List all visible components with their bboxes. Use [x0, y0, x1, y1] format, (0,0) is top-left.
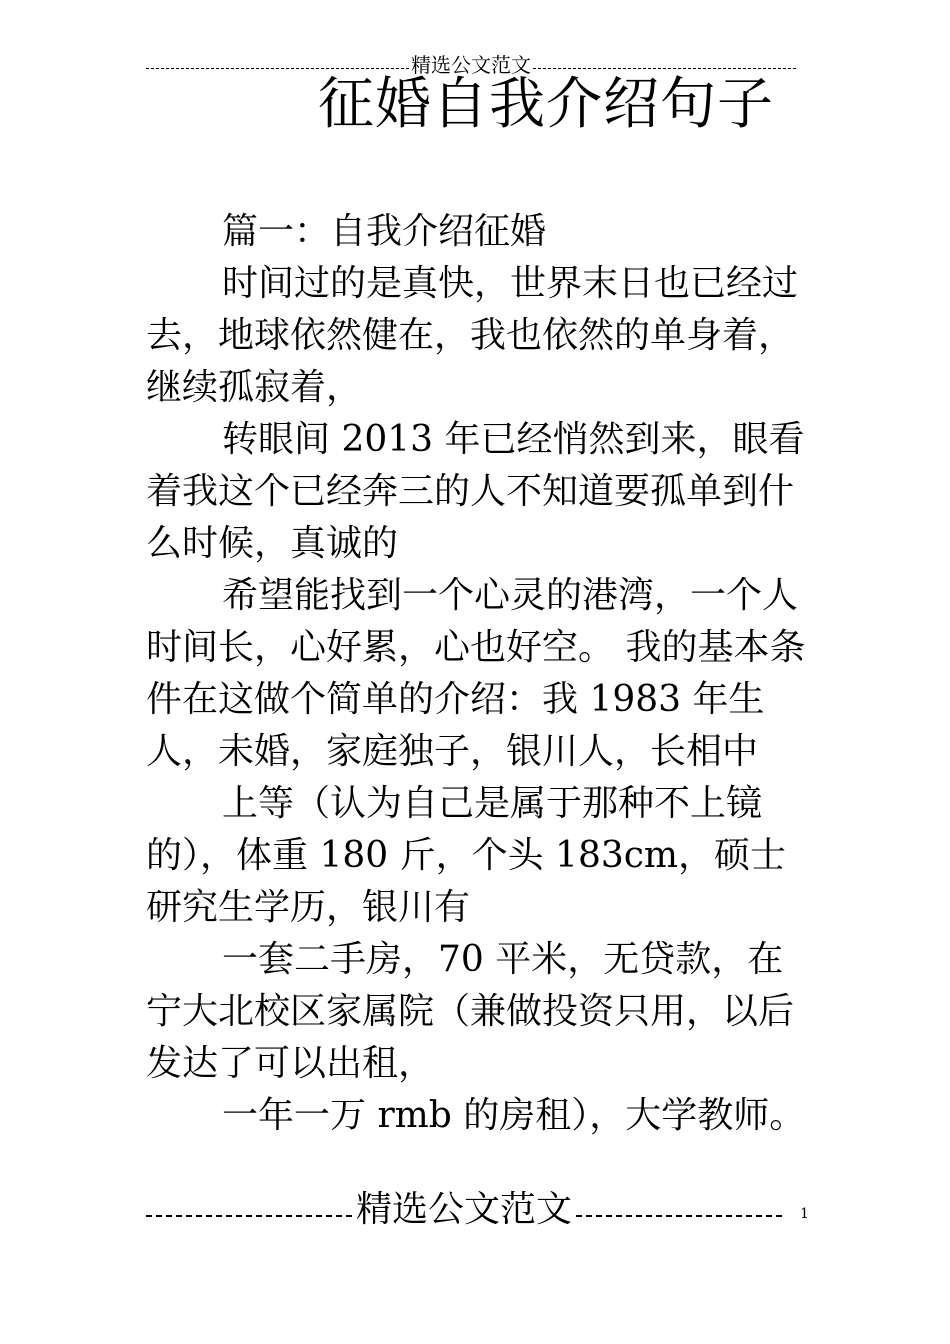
paragraph-2: 转眼间 2013 年已经悄然到来，眼看着我这个已经奔三的人不知道要孤单到什么时候，真诚的	[146, 419, 805, 564]
header-text: 精选公文范文	[411, 53, 531, 77]
paragraph-3: 希望能找到一个心灵的港湾，一个人时间长，心好累，心也好空。 我的基本条件在这做个简单的介绍：我 1983 年生人，未婚，家庭独子，银川人，长相中	[146, 575, 806, 772]
document-title: 征婚自我介绍句子	[318, 72, 774, 137]
page-number: 1	[800, 1206, 809, 1222]
footer-dash-right	[576, 1215, 782, 1217]
paragraph-4: 上等（认为自己是属于那种不上镜的），体重 180 斤，个头 183cm，硕士研究生学历，银川有	[146, 783, 787, 928]
page-footer	[146, 1186, 782, 1234]
paragraph-5: 一套二手房，70 平米，无贷款，在宁大北校区家属院（兼做投资只用，以后发达了可以出租，	[146, 939, 795, 1084]
document-body	[146, 206, 808, 1142]
paragraph-1: 时间过的是真快，世界末日也已经过去，地球依然健在，我也依然的单身着，继续孤寂着，	[146, 263, 799, 408]
header-dash-left	[146, 68, 409, 69]
header-dash-right	[533, 68, 796, 69]
footer-text: 精选公文范文	[356, 1189, 573, 1230]
section-heading: 篇一：自我介绍征婚	[222, 211, 547, 252]
footer-dash-left	[146, 1215, 352, 1217]
paragraph-6: 一年一万 rmb 的房租），大学教师。	[222, 1095, 806, 1136]
